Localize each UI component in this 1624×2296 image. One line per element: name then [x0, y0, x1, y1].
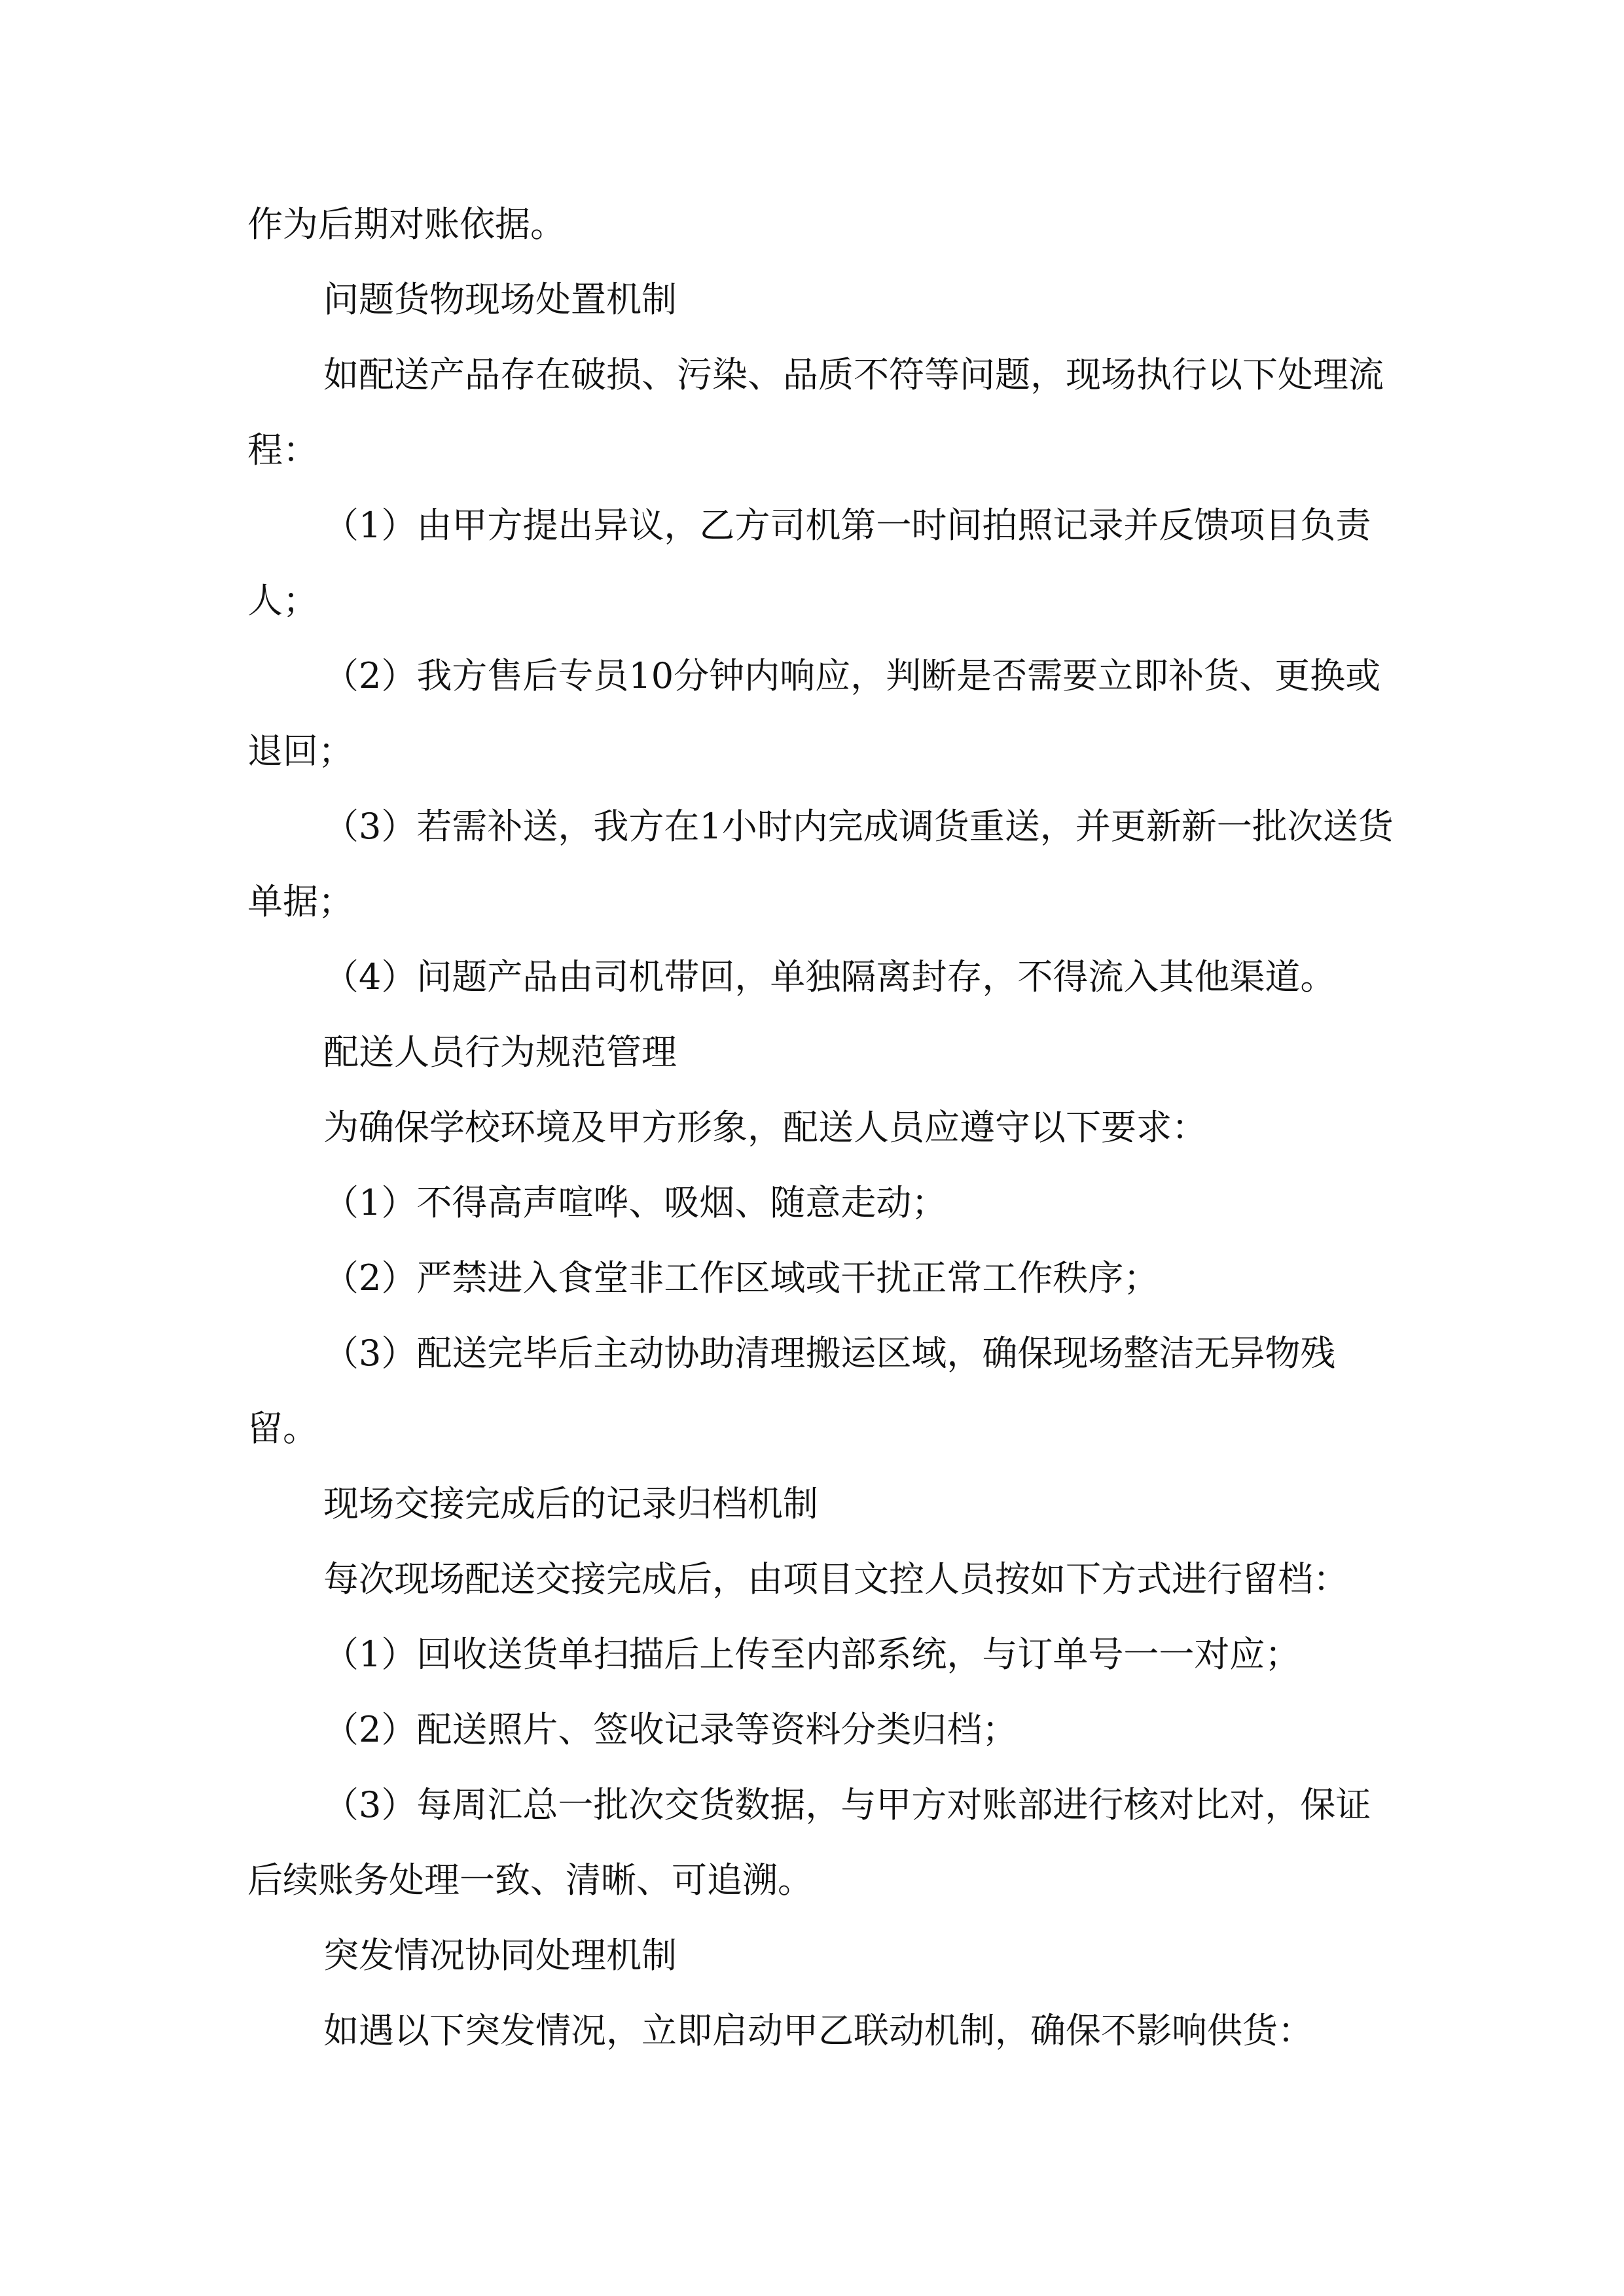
list-item: （1）由甲方提出异议，乙方司机第一时间拍照记录并反馈项目负责人； [247, 505, 1371, 621]
list-item: （2）我方售后专员10分钟内响应，判断是否需要立即补货、更换或退回； [247, 655, 1381, 772]
section-heading-record-archiving: 现场交接完成后的记录归档机制 [323, 1483, 818, 1524]
paragraph-continuation: 作为后期对账依据。 [247, 204, 566, 245]
list-item: （3）配送完毕后主动协助清理搬运区域，确保现场整洁无异物残留。 [247, 1333, 1336, 1449]
list-item: （3）每周汇总一批次交货数据，与甲方对账部进行核对比对，保证后续账务处理一致、清晰、可追溯。 [247, 1784, 1371, 1901]
paragraph: 如配送产品存在破损、污染、品质不符等问题，现场执行以下处理流程： [247, 354, 1384, 471]
paragraph: 为确保学校环境及甲方形象，配送人员应遵守以下要求： [323, 1107, 1207, 1148]
section-heading-problem-goods: 问题货物现场处置机制 [323, 279, 677, 320]
document-body [247, 187, 1399, 2068]
paragraph: 如遇以下突发情况，立即启动甲乙联动机制，确保不影响供货： [323, 2010, 1313, 2051]
section-heading-staff-conduct: 配送人员行为规范管理 [323, 1031, 677, 1073]
paragraph: 每次现场配送交接完成后，由项目文控人员按如下方式进行留档： [323, 1558, 1348, 1600]
list-item: （3）若需补送，我方在1小时内完成调货重送，并更新新一批次送货单据； [247, 806, 1394, 922]
list-item: （2）配送照片、签收记录等资料分类归档； [323, 1709, 1018, 1750]
section-heading-emergency: 突发情况协同处理机制 [323, 1935, 677, 1976]
list-item: （1）不得高声喧哗、吸烟、随意走动； [323, 1182, 947, 1223]
list-item: （1）回收送货单扫描后上传至内部系统，与订单号一一对应； [323, 1634, 1301, 1675]
list-item: （4）问题产品由司机带回，单独隔离封存，不得流入其他渠道。 [323, 956, 1336, 997]
list-item: （2）严禁进入食堂非工作区域或干扰正常工作秩序； [323, 1257, 1159, 1299]
